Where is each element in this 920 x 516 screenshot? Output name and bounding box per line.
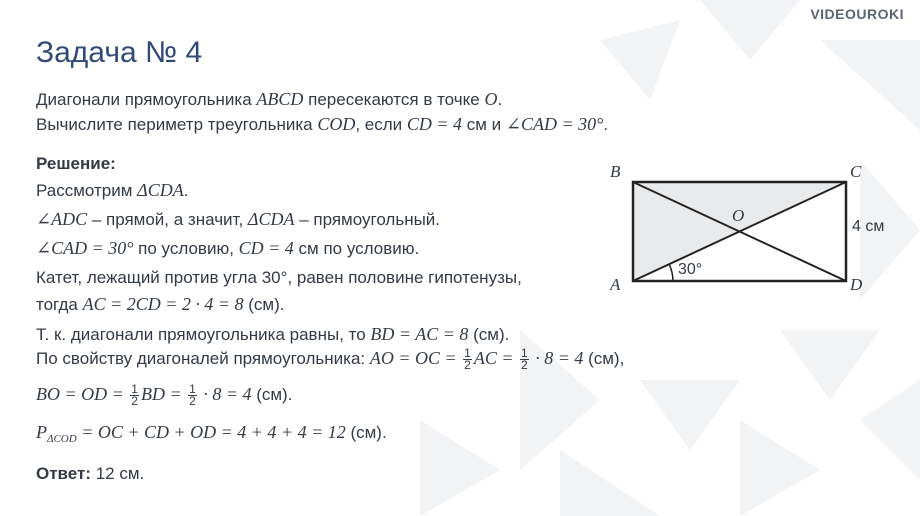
fraction-half: $\frac{1}{2}$: [131, 382, 138, 409]
answer-label: Ответ:: [36, 464, 91, 483]
solution-line-5: тогда AC = 2CD = 2 · 4 = 8 (см).: [36, 294, 285, 314]
solution-line-6: Т. к. диагонали прямоугольника равны, то BD = AC = 8 (см).: [36, 324, 510, 344]
side-cd-label: 4 см: [852, 218, 885, 235]
answer-line: [36, 464, 144, 484]
vertex-a-label: A: [610, 275, 621, 294]
solution-line-3: ∠CAD = 30° по условию, CD = 4 см по условию.: [36, 238, 420, 258]
solution-line-2: ∠ADC – прямой, а значит, ΔCDA – прямоугольный.: [36, 209, 441, 229]
vertex-d-label: D: [850, 275, 863, 294]
condition-line-1: Диагонали прямоугольника ABCD пересекаются в точке O.: [36, 89, 503, 109]
solution-line-8: BO = OD = $\frac{1}{2}$ BD = $\frac{1}{2}$ · 8 = 4 (см).: [36, 382, 293, 409]
vertex-c-label: C: [850, 162, 862, 181]
problem-condition: [36, 87, 608, 137]
fraction-half: $\frac{1}{2}$: [464, 346, 471, 373]
fraction-half: $\frac{1}{2}$: [189, 382, 196, 409]
rectangle-figure: [600, 155, 900, 305]
solution-line-7: По свойству диагоналей прямоугольника: AO = OC = $\frac{1}{2}$ AC = $\frac{1}{2}$ · 8 = 4 (см),: [36, 346, 625, 373]
page-title: Задача № 4: [36, 36, 203, 69]
brand-logo: VIDEOUROKI: [810, 6, 904, 22]
fraction-half: $\frac{1}{2}$: [521, 346, 528, 373]
angle-label: 30°: [678, 261, 703, 278]
solution-line-1: Рассмотрим ΔCDA.: [36, 180, 189, 200]
answer-value: 12 см.: [91, 464, 145, 483]
condition-line-2: Вычислите периметр треугольника COD, если CD = 4 см и ∠CAD = 30°.: [36, 114, 609, 134]
solution-line-4: Катет, лежащий против угла 30°, равен половине гипотенузы,: [36, 268, 522, 287]
solution-line-9: $P_{\Delta COD}$ = OC + CD + OD = 4 + 4 + 4 = 12 (см).: [36, 422, 387, 445]
angle-arc: [669, 264, 673, 281]
solution-heading: Решение:: [36, 154, 116, 173]
vertex-b-label: B: [610, 162, 621, 181]
point-o-label: O: [732, 206, 745, 225]
